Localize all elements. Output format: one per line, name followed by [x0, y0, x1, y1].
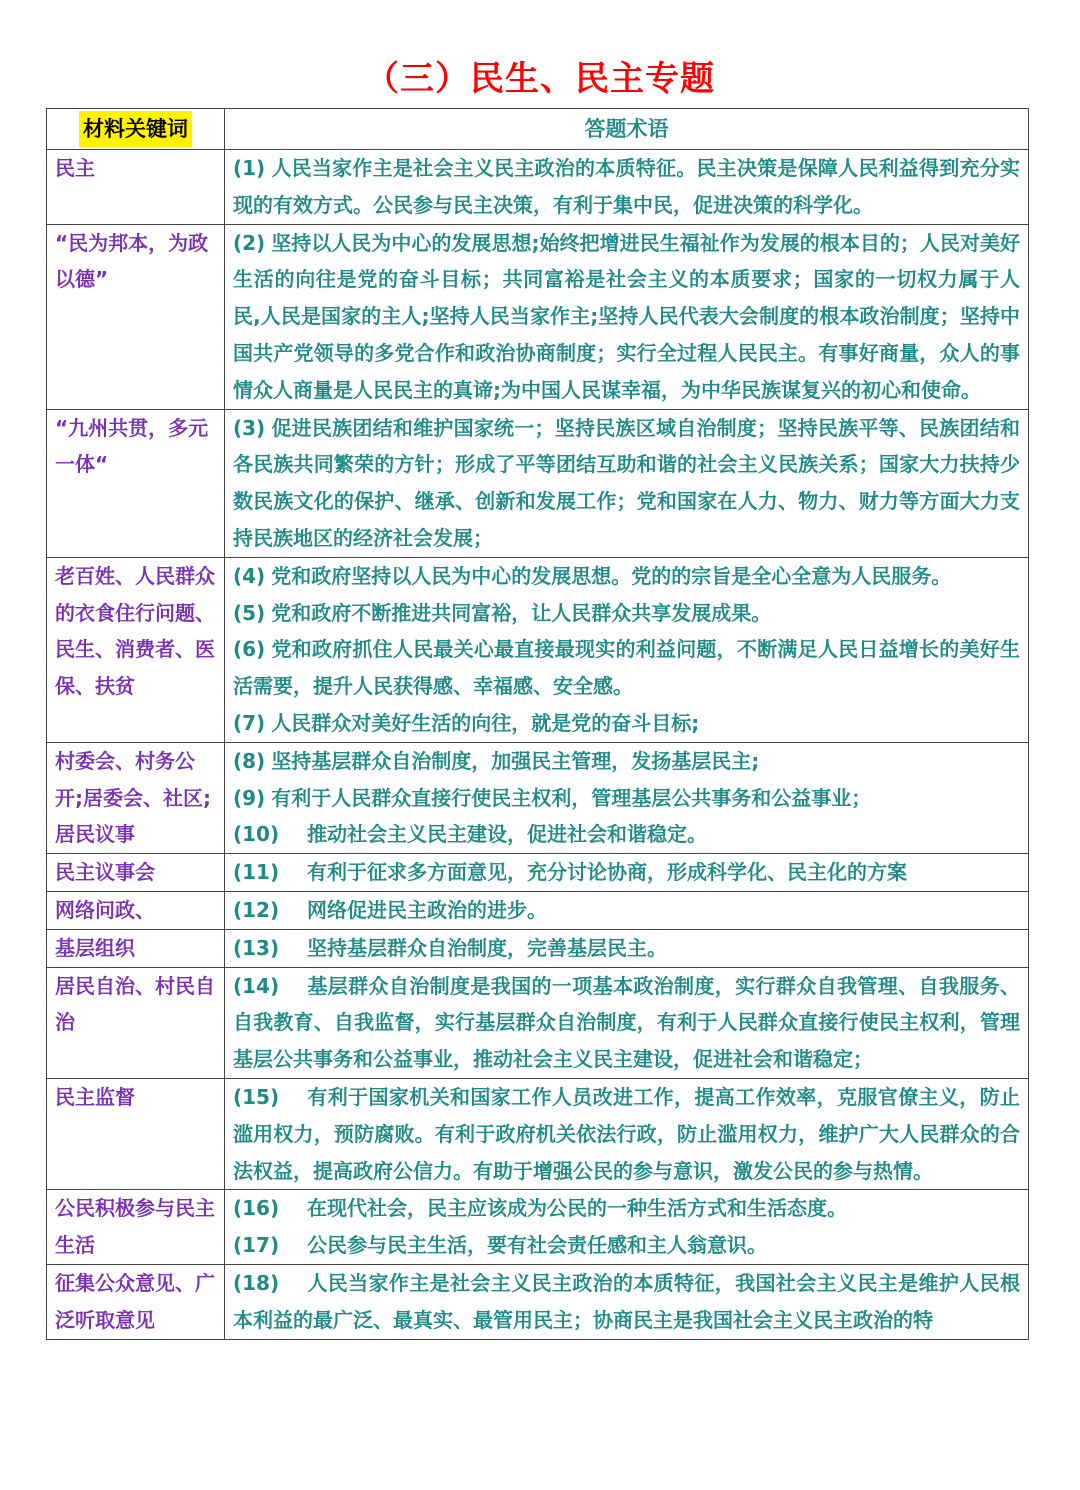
answer-item-text: 人民群众对美好生活的向往，就是党的奋斗目标; — [271, 710, 700, 735]
keyword-cell: 民主 — [47, 150, 225, 225]
answer-cell — [225, 891, 1029, 929]
answer-item — [233, 150, 1020, 224]
answer-cell — [225, 742, 1029, 853]
answer-item-text: 党和政府抓住人民最关心最直接最现实的利益问题，不断满足人民日益增长的美好生活需要，提升人民获得感、幸福感、安全感。 — [233, 637, 1020, 699]
answer-item — [233, 558, 1020, 595]
answer-item-number: (10) — [233, 822, 280, 847]
answer-item — [233, 1190, 1020, 1227]
answer-item-number: (9) — [233, 785, 266, 810]
answer-item-text: 坚持以人民为中心的发展思想;始终把增进民生福祉作为发展的根本目的；人民对美好生活的向往是党的奋斗目标；共同富裕是社会主义的本质要求；国家的一切权力属于人民,人民是国家的主人;坚持人民当家作主;坚持人民代表大会制度的根本政治制度；坚持中国共产党领导的多党合作和政治协商制度；实行全过程人民民主。有事好商量，众人的事情众人商量是人民民主的真谛;为中国人民谋幸福，为中华民族谋复兴的初心和使命。 — [233, 230, 1020, 402]
answer-item-number: (2) — [233, 230, 266, 255]
table-header-row — [47, 109, 1029, 150]
answer-item — [233, 816, 1020, 853]
table-row — [47, 150, 1029, 225]
keyword-column-header — [47, 109, 225, 150]
keyword-cell: 民主议事会 — [47, 854, 225, 892]
table-row — [47, 854, 1029, 892]
answer-item-number: (3) — [233, 415, 266, 440]
answer-item-number: (6) — [233, 637, 266, 662]
table-row — [47, 967, 1029, 1078]
answer-item — [233, 631, 1020, 705]
table-row — [47, 1264, 1029, 1339]
answer-cell — [225, 409, 1029, 557]
answer-cell — [225, 929, 1029, 967]
answer-item-number: (1) — [233, 156, 266, 180]
answer-item-text: 公民参与民主生活，要有社会责任感和主人翁意识。 — [307, 1233, 767, 1258]
answer-item — [233, 854, 1020, 891]
answer-item-number: (8) — [233, 748, 266, 773]
answer-item-number: (16) — [233, 1196, 280, 1221]
answer-item-number: (5) — [233, 600, 266, 625]
answer-item-number: (11) — [233, 860, 280, 885]
table-row — [47, 929, 1029, 967]
answer-item-text: 坚持基层群众自治制度，完善基层民主。 — [307, 935, 667, 960]
answer-item-text: 党和政府坚持以人民为中心的发展思想。党的的宗旨是全心全意为人民服务。 — [271, 563, 952, 588]
answer-item — [233, 930, 1020, 967]
answer-cell — [225, 1264, 1029, 1339]
answer-item — [233, 225, 1020, 409]
answer-column-header: 答题术语 — [225, 109, 1029, 150]
answer-item — [233, 1079, 1020, 1189]
answer-item-text: 有利于国家机关和国家工作人员改进工作，提高工作效率，克服官僚主义，防止滥用权力，预防腐败。有利于政府机关依法行政，防止滥用权力，维护广大人民群众的合法权益，提高政府公信力。有助于增强公民的参与意识，激发公民的参与热情。 — [233, 1084, 1020, 1183]
answer-item-text: 人民当家作主是社会主义民主政治的本质特征。民主决策是保障人民利益得到充分实现的有效方式。公民参与民主决策，有利于集中民，促进决策的科学化。 — [233, 156, 1020, 217]
answer-item — [233, 780, 1020, 817]
table-row — [47, 224, 1029, 409]
answer-item-text: 有利于人民群众直接行使民主权利，管理基层公共事务和公益事业； — [271, 785, 872, 810]
answer-item-text: 党和政府不断推进共同富裕，让人民群众共享发展成果。 — [271, 600, 772, 625]
keyword-header-label: 材料关键词 — [79, 111, 192, 147]
table-row — [47, 409, 1029, 557]
answer-item-number: (14) — [233, 973, 280, 998]
keyword-answer-table — [46, 108, 1029, 1340]
answer-cell — [225, 1190, 1029, 1265]
keyword-cell: 民主监督 — [47, 1078, 225, 1189]
table-row — [47, 557, 1029, 742]
answer-item-number: (7) — [233, 710, 266, 735]
answer-item-number: (15) — [233, 1084, 280, 1109]
table-row — [47, 891, 1029, 929]
answer-item — [233, 410, 1020, 557]
answer-item-number: (12) — [233, 897, 280, 922]
answer-item-number: (18) — [233, 1270, 280, 1295]
answer-cell — [225, 150, 1029, 225]
keyword-cell: 基层组织 — [47, 929, 225, 967]
answer-item-text: 促进民族团结和维护国家统一；坚持民族区域自治制度；坚持民族平等、民族团结和各民族共同繁荣的方针；形成了平等团结互助和谐的社会主义民族关系；国家大力扶持少数民族文化的保护、继承、创新和发展工作；党和国家在人力、物力、财力等方面大力支持民族地区的经济社会发展； — [233, 415, 1020, 550]
keyword-cell: 老百姓、人民群众的衣食住行问题、民生、消费者、医保、扶贫 — [47, 557, 225, 742]
answer-item-text: 在现代社会，民主应该成为公民的一种生活方式和生活态度。 — [307, 1196, 847, 1221]
page-title: （三）民生、民主专题 — [365, 59, 715, 99]
answer-item — [233, 892, 1020, 929]
keyword-cell: 居民自治、村民自治 — [47, 967, 225, 1078]
keyword-cell: 村委会、村务公开;居委会、社区;居民议事 — [47, 742, 225, 853]
answer-cell — [225, 557, 1029, 742]
keyword-cell: 征集公众意见、广泛听取意见 — [47, 1264, 225, 1339]
answer-item-number: (4) — [233, 563, 266, 588]
answer-item-text: 网络促进民主政治的进步。 — [307, 897, 547, 922]
answer-item-number: (13) — [233, 935, 280, 960]
answer-item — [233, 705, 1020, 742]
answer-item — [233, 743, 1020, 780]
answer-item-text: 人民当家作主是社会主义民主政治的本质特征，我国社会主义民主是维护人民根本利益的最广泛、最真实、最管用民主；协商民主是我国社会主义民主政治的特 — [233, 1270, 1020, 1332]
table-row — [47, 742, 1029, 853]
answer-item-text: 有利于征求多方面意见，充分讨论协商，形成科学化、民主化的方案 — [307, 860, 907, 885]
answer-item — [233, 595, 1020, 632]
answer-cell — [225, 224, 1029, 409]
answer-item-text: 坚持基层群众自治制度，加强民主管理，发扬基层民主; — [271, 748, 760, 773]
answer-cell — [225, 1078, 1029, 1189]
answer-item — [233, 968, 1020, 1078]
answer-item — [233, 1227, 1020, 1264]
table-row — [47, 1190, 1029, 1265]
keyword-cell: “民为邦本，为政以德” — [47, 224, 225, 409]
keyword-cell: 公民积极参与民主生活 — [47, 1190, 225, 1265]
answer-item-number: (17) — [233, 1233, 280, 1258]
answer-item — [233, 1265, 1020, 1339]
table-body — [47, 150, 1029, 1340]
keyword-cell: “九州共贯，多元一体“ — [47, 409, 225, 557]
answer-item-text: 推动社会主义民主建设，促进社会和谐稳定。 — [307, 822, 707, 847]
table-row — [47, 1078, 1029, 1189]
keyword-cell: 网络问政、 — [47, 891, 225, 929]
answer-cell — [225, 854, 1029, 892]
answer-item-text: 基层群众自治制度是我国的一项基本政治制度，实行群众自我管理、自我服务、自我教育、自我监督，实行基层群众自治制度，有利于人民群众直接行使民主权利，管理基层公共事务和公益事业，推动社会主义民主建设，促进社会和谐稳定； — [233, 973, 1020, 1072]
answer-cell — [225, 967, 1029, 1078]
